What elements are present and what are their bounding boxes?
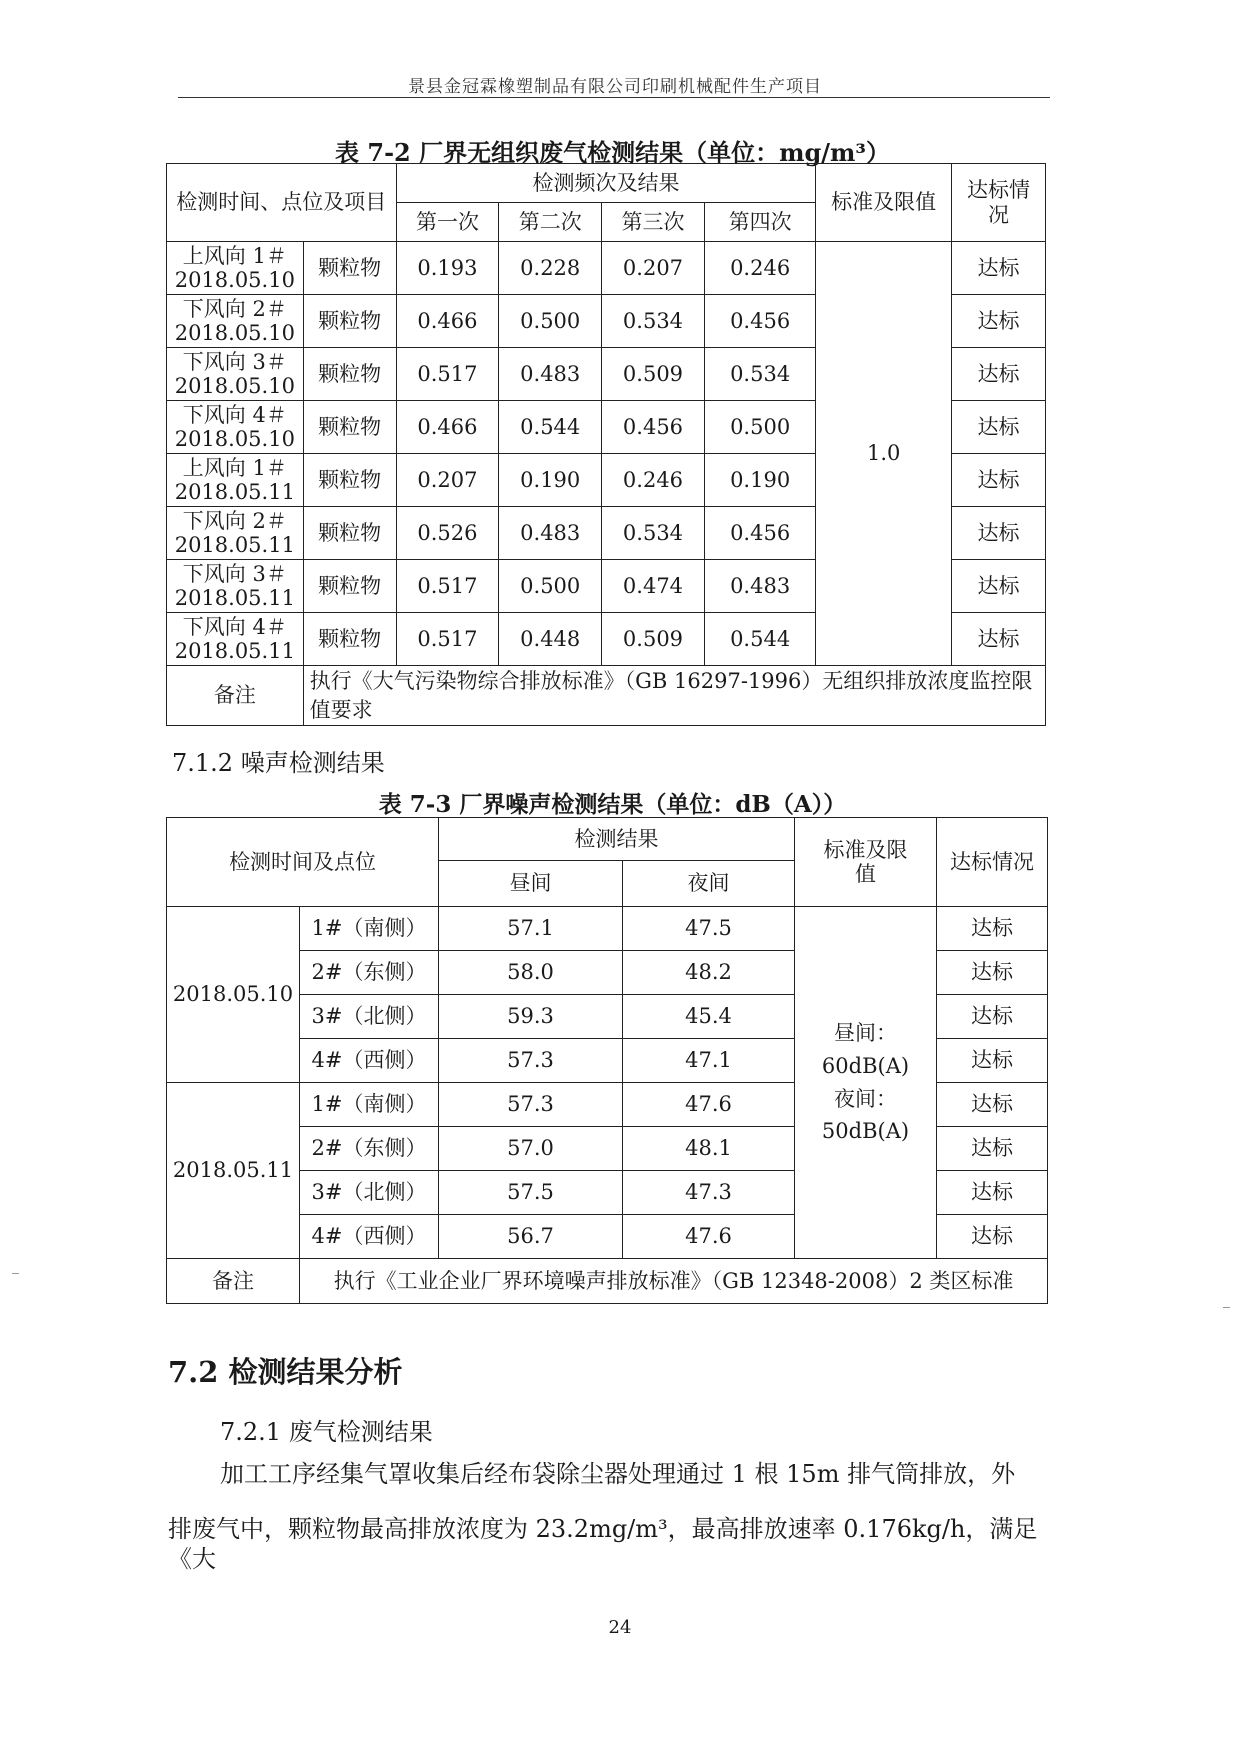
point-cell: 下风向 2＃ 2018.05.11 [167,507,304,560]
item-cell: 颗粒物 [303,507,396,560]
result-cell: 达标 [937,1171,1048,1215]
standard-limit-cell: 昼间： 60dB(A) 夜间： 50dB(A) [795,907,937,1259]
header-run-3: 第三次 [602,203,705,242]
day-value: 57.1 [439,907,623,951]
day-value: 57.3 [439,1083,623,1127]
item-cell: 颗粒物 [303,613,396,666]
night-value: 47.3 [623,1171,795,1215]
scan-mark [1223,1307,1230,1308]
header-item: 检测时间、点位及项目 [167,164,397,242]
result-cell: 达标 [951,507,1045,560]
table-7-2-caption: 表 7-2 厂界无组织废气检测结果（单位：mg/m³） [335,138,890,167]
point-cell: 1#（南侧） [300,907,439,951]
value-cell: 0.456 [704,507,816,560]
value-cell: 0.544 [704,613,816,666]
header-status: 达标情况 [937,818,1048,907]
value-cell: 0.544 [499,401,602,454]
night-value: 47.1 [623,1039,795,1083]
value-cell: 0.448 [499,613,602,666]
header-standard: 标准及限值 [795,818,937,907]
result-cell: 达标 [937,1127,1048,1171]
point-cell: 下风向 3＃ 2018.05.10 [167,348,304,401]
header-result: 检测结果 [439,818,795,861]
standard-limit-cell: 1.0 [816,242,952,666]
paragraph-line-2: 排废气中，颗粒物最高排放浓度为 23.2mg/m³，最高排放速率 0.176kg/h，满足《大 [168,1515,1038,1573]
day-value: 58.0 [439,951,623,995]
item-cell: 颗粒物 [303,454,396,507]
header-result: 达标情况 [951,164,1045,242]
item-cell: 颗粒物 [303,401,396,454]
result-cell: 达标 [937,951,1048,995]
day-value: 57.3 [439,1039,623,1083]
value-cell: 0.534 [704,348,816,401]
point-cell: 3#（北侧） [300,995,439,1039]
point-cell: 3#（北侧） [300,1171,439,1215]
paragraph-line-1: 加工工序经集气罩收集后经布袋除尘器处理通过 1 根 15m 排气筒排放，外 [220,1460,1016,1488]
scan-mark [12,1273,19,1274]
section-7-2-heading: 7.2 检测结果分析 [168,1355,403,1389]
header-night: 夜间 [623,861,795,907]
header-standard: 标准及限值 [816,164,952,242]
point-cell: 2#（东侧） [300,951,439,995]
value-cell: 0.456 [704,295,816,348]
item-cell: 颗粒物 [303,242,396,295]
value-cell: 0.534 [602,295,705,348]
header-run-4: 第四次 [704,203,816,242]
note-text: 执行《工业企业厂界环境噪声排放标准》（GB 12348-2008）2 类区标准 [300,1259,1048,1304]
night-value: 45.4 [623,995,795,1039]
value-cell: 0.207 [602,242,705,295]
point-cell: 4#（西侧） [300,1215,439,1259]
table-7-3-caption: 表 7-3 厂界噪声检测结果（单位：dB（A）） [378,791,847,818]
result-cell: 达标 [937,1039,1048,1083]
value-cell: 0.517 [396,560,499,613]
value-cell: 0.509 [602,613,705,666]
value-cell: 0.517 [396,348,499,401]
value-cell: 0.474 [602,560,705,613]
item-cell: 颗粒物 [303,295,396,348]
day-value: 57.0 [439,1127,623,1171]
value-cell: 0.526 [396,507,499,560]
result-cell: 达标 [951,242,1045,295]
header-run-1: 第一次 [396,203,499,242]
value-cell: 0.190 [499,454,602,507]
result-cell: 达标 [937,1215,1048,1259]
day-value: 59.3 [439,995,623,1039]
point-cell: 上风向 1＃ 2018.05.10 [167,242,304,295]
point-cell: 下风向 4＃ 2018.05.11 [167,613,304,666]
value-cell: 0.483 [499,507,602,560]
value-cell: 0.517 [396,613,499,666]
day-value: 57.5 [439,1171,623,1215]
value-cell: 0.500 [499,295,602,348]
section-7-1-2-heading: 7.1.2 噪声检测结果 [172,749,385,777]
value-cell: 0.246 [704,242,816,295]
value-cell: 0.207 [396,454,499,507]
page-header: 景县金冠霖橡塑制品有限公司印刷机械配件生产项目 [408,77,822,97]
header-day: 昼间 [439,861,623,907]
note-label: 备注 [167,666,304,726]
value-cell: 0.534 [602,507,705,560]
result-cell: 达标 [937,1083,1048,1127]
result-cell: 达标 [937,995,1048,1039]
value-cell: 0.193 [396,242,499,295]
page-number: 24 [608,1617,632,1638]
night-value: 47.6 [623,1083,795,1127]
note-text: 执行《大气污染物综合排放标准》（GB 16297-1996）无组织排放浓度监控限值要求 [303,666,1045,726]
night-value: 48.2 [623,951,795,995]
table-7-3 [166,817,1048,1304]
point-cell: 1#（南侧） [300,1083,439,1127]
date-cell: 2018.05.11 [167,1083,300,1259]
night-value: 47.6 [623,1215,795,1259]
value-cell: 0.190 [704,454,816,507]
result-cell: 达标 [951,401,1045,454]
result-cell: 达标 [951,454,1045,507]
value-cell: 0.509 [602,348,705,401]
night-value: 48.1 [623,1127,795,1171]
point-cell: 下风向 3＃ 2018.05.11 [167,560,304,613]
table-7-2 [166,163,1046,726]
header-frequency: 检测频次及结果 [396,164,816,203]
night-value: 47.5 [623,907,795,951]
point-cell: 上风向 1＃ 2018.05.11 [167,454,304,507]
value-cell: 0.466 [396,295,499,348]
result-cell: 达标 [951,295,1045,348]
header-run-2: 第二次 [499,203,602,242]
result-cell: 达标 [951,613,1045,666]
day-value: 56.7 [439,1215,623,1259]
value-cell: 0.483 [499,348,602,401]
date-cell: 2018.05.10 [167,907,300,1083]
result-cell: 达标 [951,348,1045,401]
result-cell: 达标 [937,907,1048,951]
result-cell: 达标 [951,560,1045,613]
point-cell: 下风向 2＃ 2018.05.10 [167,295,304,348]
value-cell: 0.483 [704,560,816,613]
table-row [167,242,1046,295]
header-rule [178,97,1050,98]
value-cell: 0.500 [704,401,816,454]
value-cell: 0.466 [396,401,499,454]
section-7-2-1-heading: 7.2.1 废气检测结果 [220,1418,433,1446]
point-cell: 2#（东侧） [300,1127,439,1171]
note-label: 备注 [167,1259,300,1304]
point-cell: 4#（西侧） [300,1039,439,1083]
value-cell: 0.456 [602,401,705,454]
value-cell: 0.228 [499,242,602,295]
point-cell: 下风向 4＃ 2018.05.10 [167,401,304,454]
table-row [167,907,1048,951]
item-cell: 颗粒物 [303,560,396,613]
value-cell: 0.500 [499,560,602,613]
item-cell: 颗粒物 [303,348,396,401]
header-point: 检测时间及点位 [167,818,439,907]
value-cell: 0.246 [602,454,705,507]
